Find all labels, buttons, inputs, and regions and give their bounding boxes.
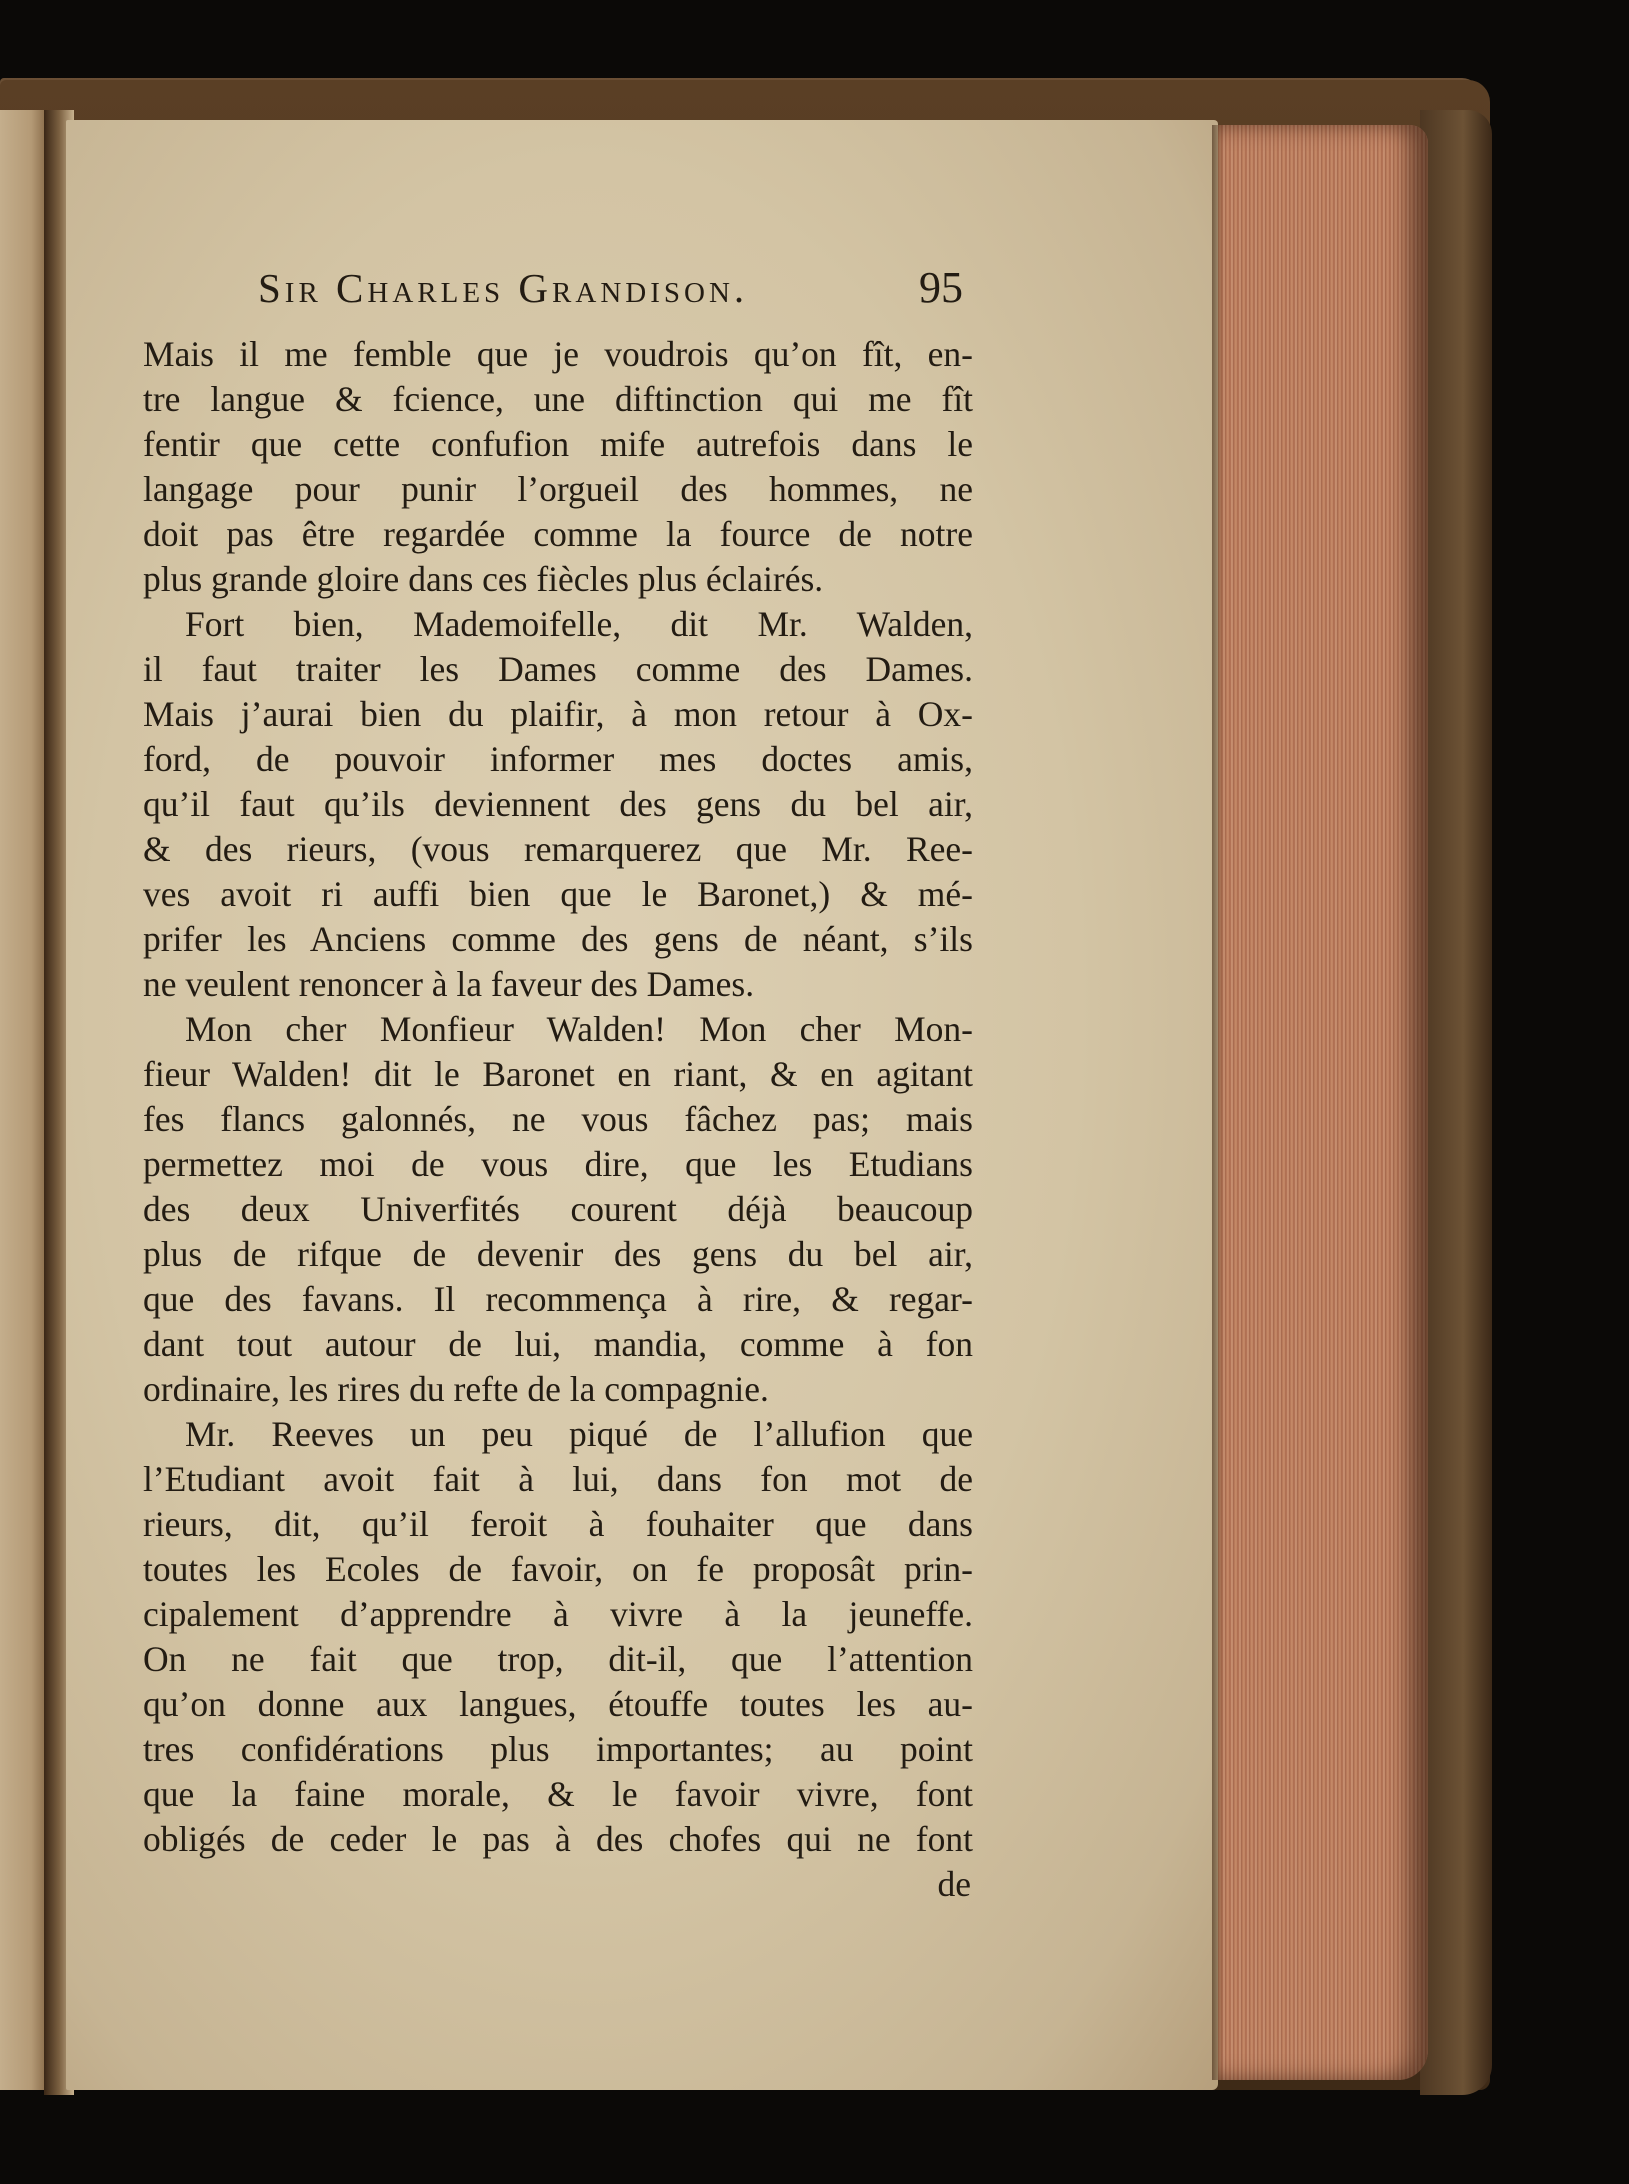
text-line: ne veulent renoncer à la faveur des Dames. — [143, 964, 755, 1004]
text-line: fentir que cette confufion mife autrefois dans le — [143, 424, 973, 464]
text-line: permettez moi de vous dire, que les Etudians — [143, 1144, 973, 1184]
text-line: cipalement d’apprendre à vivre à la jeuneffe. — [143, 1594, 973, 1634]
text-line: il faut traiter les Dames comme des Dames. — [143, 649, 973, 689]
page-text-block — [143, 258, 973, 1907]
text-line: que des favans. Il recommença à rire, & regar- — [143, 1279, 973, 1319]
page-header — [143, 258, 973, 332]
text-line: ordinaire, les rires du refte de la compagnie. — [143, 1369, 769, 1409]
text-line: toutes les Ecoles de favoir, on fe proposât prin- — [143, 1549, 973, 1589]
page-fore-edge — [1218, 125, 1428, 2080]
text-line: tre langue & fcience, une diftinction qui me fît — [143, 379, 973, 419]
text-line: Mr. Reeves un peu piqué de l’allufion que — [185, 1414, 973, 1454]
text-line: On ne fait que trop, dit-il, que l’attention — [143, 1639, 973, 1679]
running-title: Sir Charles Grandison. — [258, 265, 749, 311]
text-line: prifer les Anciens comme des gens de néant, s’ils — [143, 919, 973, 959]
text-line: Mais j’aurai bien du plaifir, à mon retour à Ox- — [143, 694, 973, 734]
text-line: doit pas être regardée comme la fource de notre — [143, 514, 973, 554]
catchword: de — [937, 1864, 971, 1904]
text-line: fieur Walden! dit le Baronet en riant, & en agitant — [143, 1054, 973, 1094]
text-line: ford, de pouvoir informer mes doctes amis, — [143, 739, 973, 779]
text-line: plus grande gloire dans ces fiècles plus éclairés. — [143, 559, 824, 599]
text-line: & des rieurs, (vous remarquerez que Mr. Ree- — [143, 829, 973, 869]
body-text — [143, 332, 973, 1862]
text-line: Mais il me femble que je voudrois qu’on fît, en- — [143, 334, 973, 374]
text-line: Mon cher Monfieur Walden! Mon cher Mon- — [185, 1009, 973, 1049]
text-line: rieurs, dit, qu’il feroit à fouhaiter que dans — [143, 1504, 973, 1544]
text-line: dant tout autour de lui, mandia, comme à fon — [143, 1324, 973, 1364]
text-line: que la faine morale, & le favoir vivre, font — [143, 1774, 973, 1814]
text-line: obligés de ceder le pas à des chofes qui ne font — [143, 1819, 973, 1859]
text-line: des deux Univerfités courent déjà beaucoup — [143, 1189, 973, 1229]
text-line: ves avoit ri auffi bien que le Baronet,) & mé- — [143, 874, 973, 914]
text-line: Fort bien, Mademoifelle, dit Mr. Walden, — [185, 604, 973, 644]
page-number: 95 — [919, 263, 963, 312]
text-line: qu’on donne aux langues, étouffe toutes les au- — [143, 1684, 973, 1724]
text-line: tres confidérations plus importantes; au point — [143, 1729, 973, 1769]
book-cover-edge — [1420, 110, 1492, 2095]
text-line: plus de rifque de devenir des gens du bel air, — [143, 1234, 973, 1274]
text-line: l’Etudiant avoit fait à lui, dans fon mot de — [143, 1459, 973, 1499]
text-line: fes flancs galonnés, ne vous fâchez pas; mais — [143, 1099, 973, 1139]
fore-edge-shadow — [1212, 125, 1224, 2080]
text-line: qu’il faut qu’ils deviennent des gens du bel air, — [143, 784, 973, 824]
text-line: langage pour punir l’orgueil des hommes, ne — [143, 469, 973, 509]
